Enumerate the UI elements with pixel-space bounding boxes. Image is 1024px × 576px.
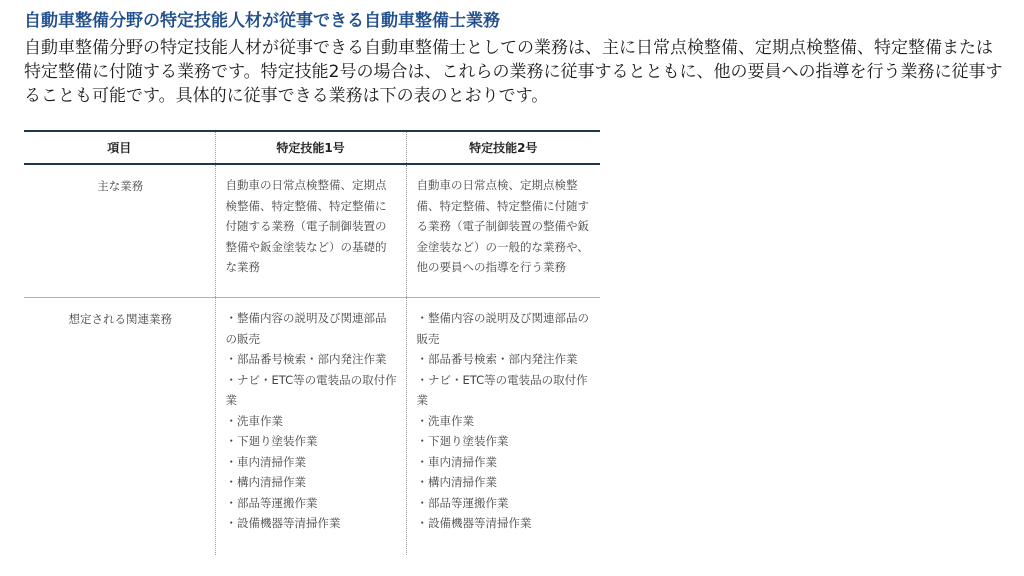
page-title: 自動車整備分野の特定技能人材が従事できる自動車整備士業務: [24, 11, 500, 31]
list-item: ・下廻り塗装作業: [416, 434, 509, 448]
header-type2: 特定技能2号: [406, 131, 600, 164]
list-item: ・ナビ・ETC等の電装品の取付作業: [416, 372, 588, 407]
list-item: ・構内清掃作業: [416, 475, 497, 489]
list-item: ・ナビ・ETC等の電装品の取付作業: [225, 372, 397, 407]
list-item: ・車内清掃作業: [225, 454, 306, 469]
table-header-row: [24, 131, 600, 164]
duties-table-container: [24, 130, 600, 555]
duties-table: [24, 130, 600, 555]
list-item: ・下廻り塗装作業: [225, 434, 318, 448]
list-item: ・整備内容の説明及び関連部品の販売: [225, 311, 387, 346]
list-item: ・洗車作業: [416, 413, 474, 428]
table-row-main-duties: [24, 164, 600, 298]
list-item: ・部品等運搬作業: [225, 495, 318, 510]
header-type1: 特定技能1号: [215, 131, 406, 164]
list-item: ・設備機器等清掃作業: [416, 516, 532, 530]
list-item: ・設備機器等清掃作業: [225, 516, 341, 530]
related-duties-type2: [406, 298, 600, 556]
intro-paragraph: 自動車整備分野の特定技能人材が従事できる自動車整備士としての業務は、主に日常点検整備、定期点検整備、特定整備または特定整備に付随する業務です。特定技能2号の場合は、これらの業務に従事するとともに、他の要員への指導を行う業務に従事することも可能です。具体的に従事できる業務は下の表のとおりです。: [24, 38, 1003, 106]
main-duties-type2: 自動車の日常点検、定期点検整備、特定整備、特定整備に付随する業務（電子制御装置の整備や鈑金塗装など）の一般的な業務や、他の要員への指導を行う業務: [406, 164, 600, 298]
header-item: 項目: [24, 131, 215, 164]
list-item: ・部品番号検索・部内発注作業: [416, 352, 578, 366]
table-row-related-duties: [24, 298, 600, 556]
list-item: ・構内清掃作業: [225, 475, 306, 489]
list-item: ・整備内容の説明及び関連部品の販売: [416, 311, 589, 346]
related-duties-label: 想定される関連業務: [68, 312, 172, 326]
list-item: ・部品等運搬作業: [416, 495, 509, 510]
main-duties-label: 主な業務: [24, 164, 215, 298]
list-item: ・洗車作業: [225, 413, 283, 428]
related-duties-type1: [215, 298, 406, 556]
list-item: ・部品番号検索・部内発注作業: [225, 352, 387, 366]
list-item: ・車内清掃作業: [416, 454, 497, 469]
main-duties-type1: 自動車の日常点検整備、定期点検整備、特定整備、特定整備に付随する業務（電子制御装置の整備や鈑金塗装など）の基礎的な業務: [215, 164, 406, 298]
